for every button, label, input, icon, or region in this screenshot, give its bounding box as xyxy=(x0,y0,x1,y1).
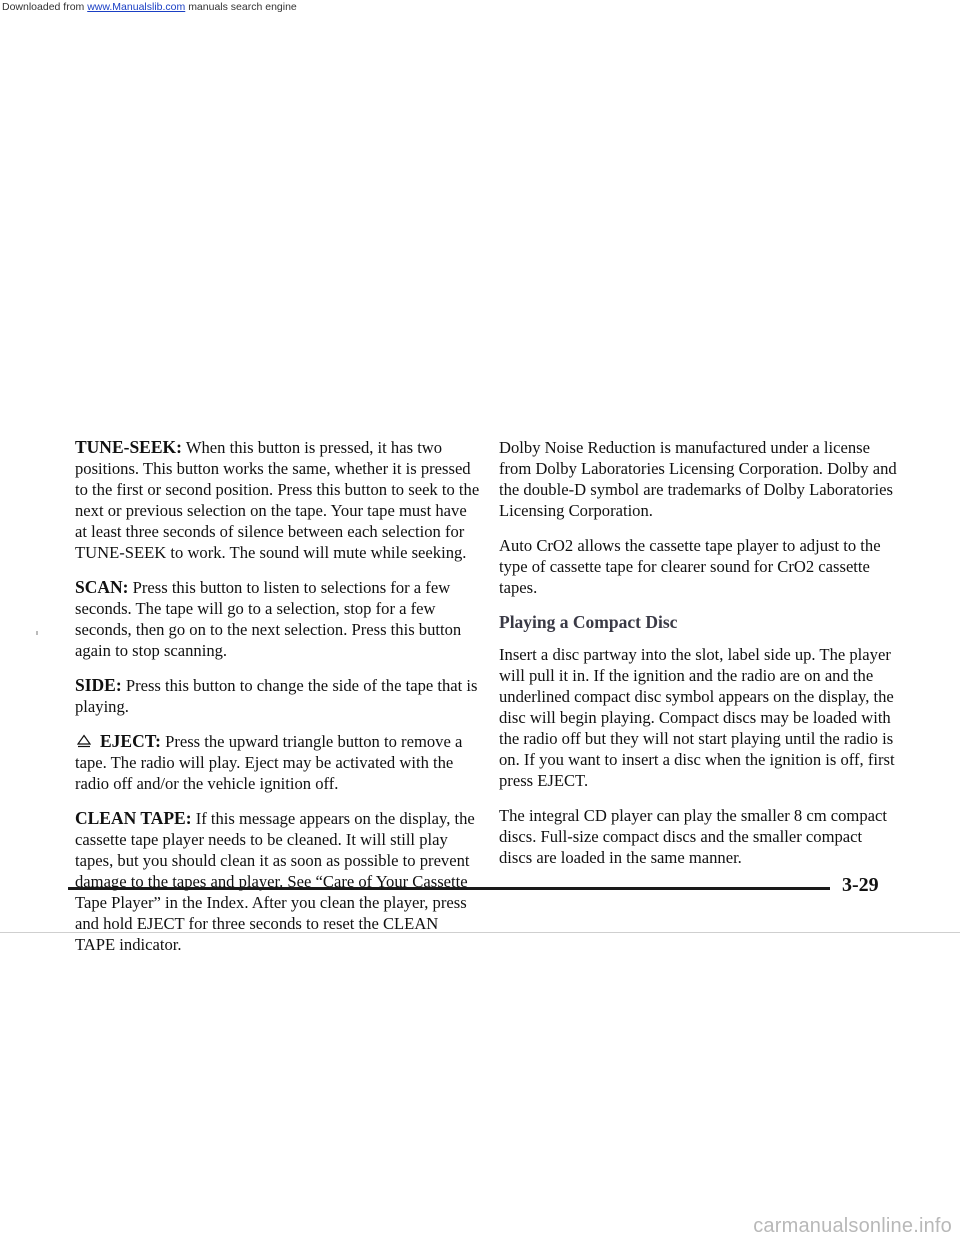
clean-tape-text: If this message appears on the display, the cassette tape player needs to be cleaned. It will still play tapes, but you should clean it as soon as possible to prevent damage to the tapes and player. See “Care of Your Cassette Tape Player” in the Index. After you clean the player, press and hold EJECT for three seconds to reset the CLEAN TAPE indicator. xyxy=(75,809,475,954)
margin-tick xyxy=(36,631,38,635)
footer-rule xyxy=(68,887,830,890)
side-paragraph xyxy=(75,675,480,717)
side-term: SIDE: xyxy=(75,675,122,695)
manualslib-link[interactable]: www.Manualslib.com xyxy=(87,1,186,13)
scan-edge-rule xyxy=(0,932,960,933)
compact-disc-heading: Playing a Compact Disc xyxy=(499,612,678,632)
eject-text: Press the upward triangle button to remove a tape. The radio will play. Eject may be activated with the radio off and/or the vehicle ignition off. xyxy=(75,732,463,793)
tune-seek-term: TUNE-SEEK: xyxy=(75,437,182,457)
integral-cd-paragraph: The integral CD player can play the smaller 8 cm compact discs. Full-size compact discs and the smaller compact discs are loaded in the same manner. xyxy=(499,806,887,867)
page-number: 3-29 xyxy=(842,874,879,896)
scan-text: Press this button to listen to selections for a few seconds. The tape will go to a selection, stop for a few seconds, then go on to the next selection. Press this button again to stop scanning. xyxy=(75,578,462,660)
insert-disc-paragraph: Insert a disc partway into the slot, label side up. The player will pull it in. If the ignition and the radio are on and the underlined compact disc symbol appears on the display, the disc will begin playing. Compact discs may be loaded with the radio off but they will not start playing until the radio is on. If you want to insert a disc when the ignition is off, first press EJECT. xyxy=(499,645,895,790)
tune-seek-text: When this button is pressed, it has two positions. This button works the same, whether it is pressed to the first or second position. Press this button to seek to the next or previous selection on the tape. Your tape must have at least three seconds of silence between each selection for TUNE-SEEK to work. The sound will mute while seeking. xyxy=(75,438,480,562)
site-watermark: carmanualsonline.info xyxy=(753,1215,952,1237)
clean-tape-term: CLEAN TAPE: xyxy=(75,808,192,828)
auto-cro2-paragraph: Auto CrO2 allows the cassette tape player to adjust to the type of cassette tape for clearer sound for CrO2 cassette tapes. xyxy=(499,536,881,597)
right-column xyxy=(499,437,899,882)
eject-term: EJECT: xyxy=(100,731,161,751)
eject-icon xyxy=(77,734,91,748)
header-prefix: Downloaded from xyxy=(2,1,85,13)
scan-paragraph xyxy=(75,577,480,661)
tune-seek-paragraph xyxy=(75,437,480,563)
header-suffix: manuals search engine xyxy=(188,1,297,13)
scan-term: SCAN: xyxy=(75,577,129,597)
eject-paragraph xyxy=(75,731,480,794)
download-header xyxy=(0,0,960,16)
side-text: Press this button to change the side of the tape that is playing. xyxy=(75,676,478,716)
dolby-paragraph: Dolby Noise Reduction is manufactured under a license from Dolby Laboratories Licensing Corporation. Dolby and the double-D symbol are trademarks of Dolby Laboratories Licensing Corporation. xyxy=(499,438,897,520)
